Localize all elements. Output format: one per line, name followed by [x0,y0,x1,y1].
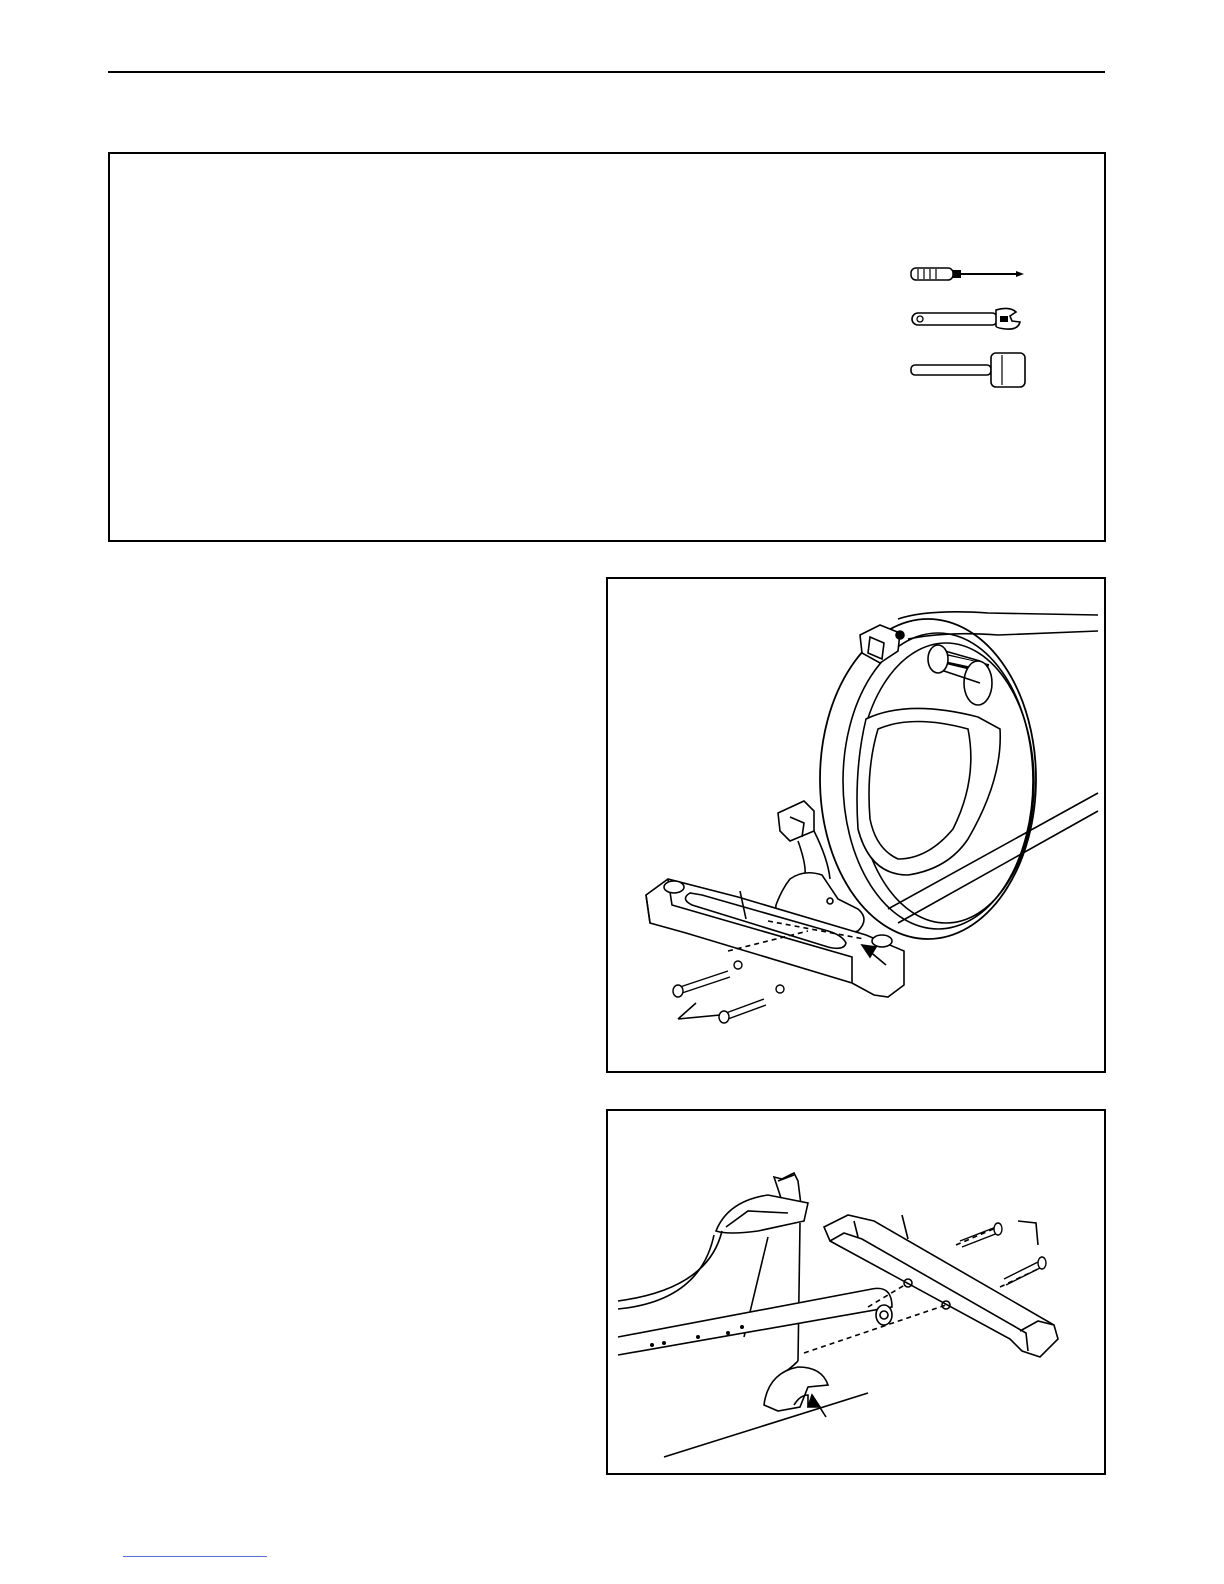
figure-2 [606,1109,1106,1475]
figure-1 [606,577,1106,1073]
tools-box [108,152,1106,542]
mallet-icon [910,350,1026,392]
figure-2-drawing [608,1111,1104,1473]
figure-1-drawing [608,579,1104,1071]
screwdriver-icon [910,264,1026,284]
wrench-icon [910,304,1026,334]
footer-link-underline[interactable] [123,1556,267,1557]
header-rule [108,71,1105,73]
